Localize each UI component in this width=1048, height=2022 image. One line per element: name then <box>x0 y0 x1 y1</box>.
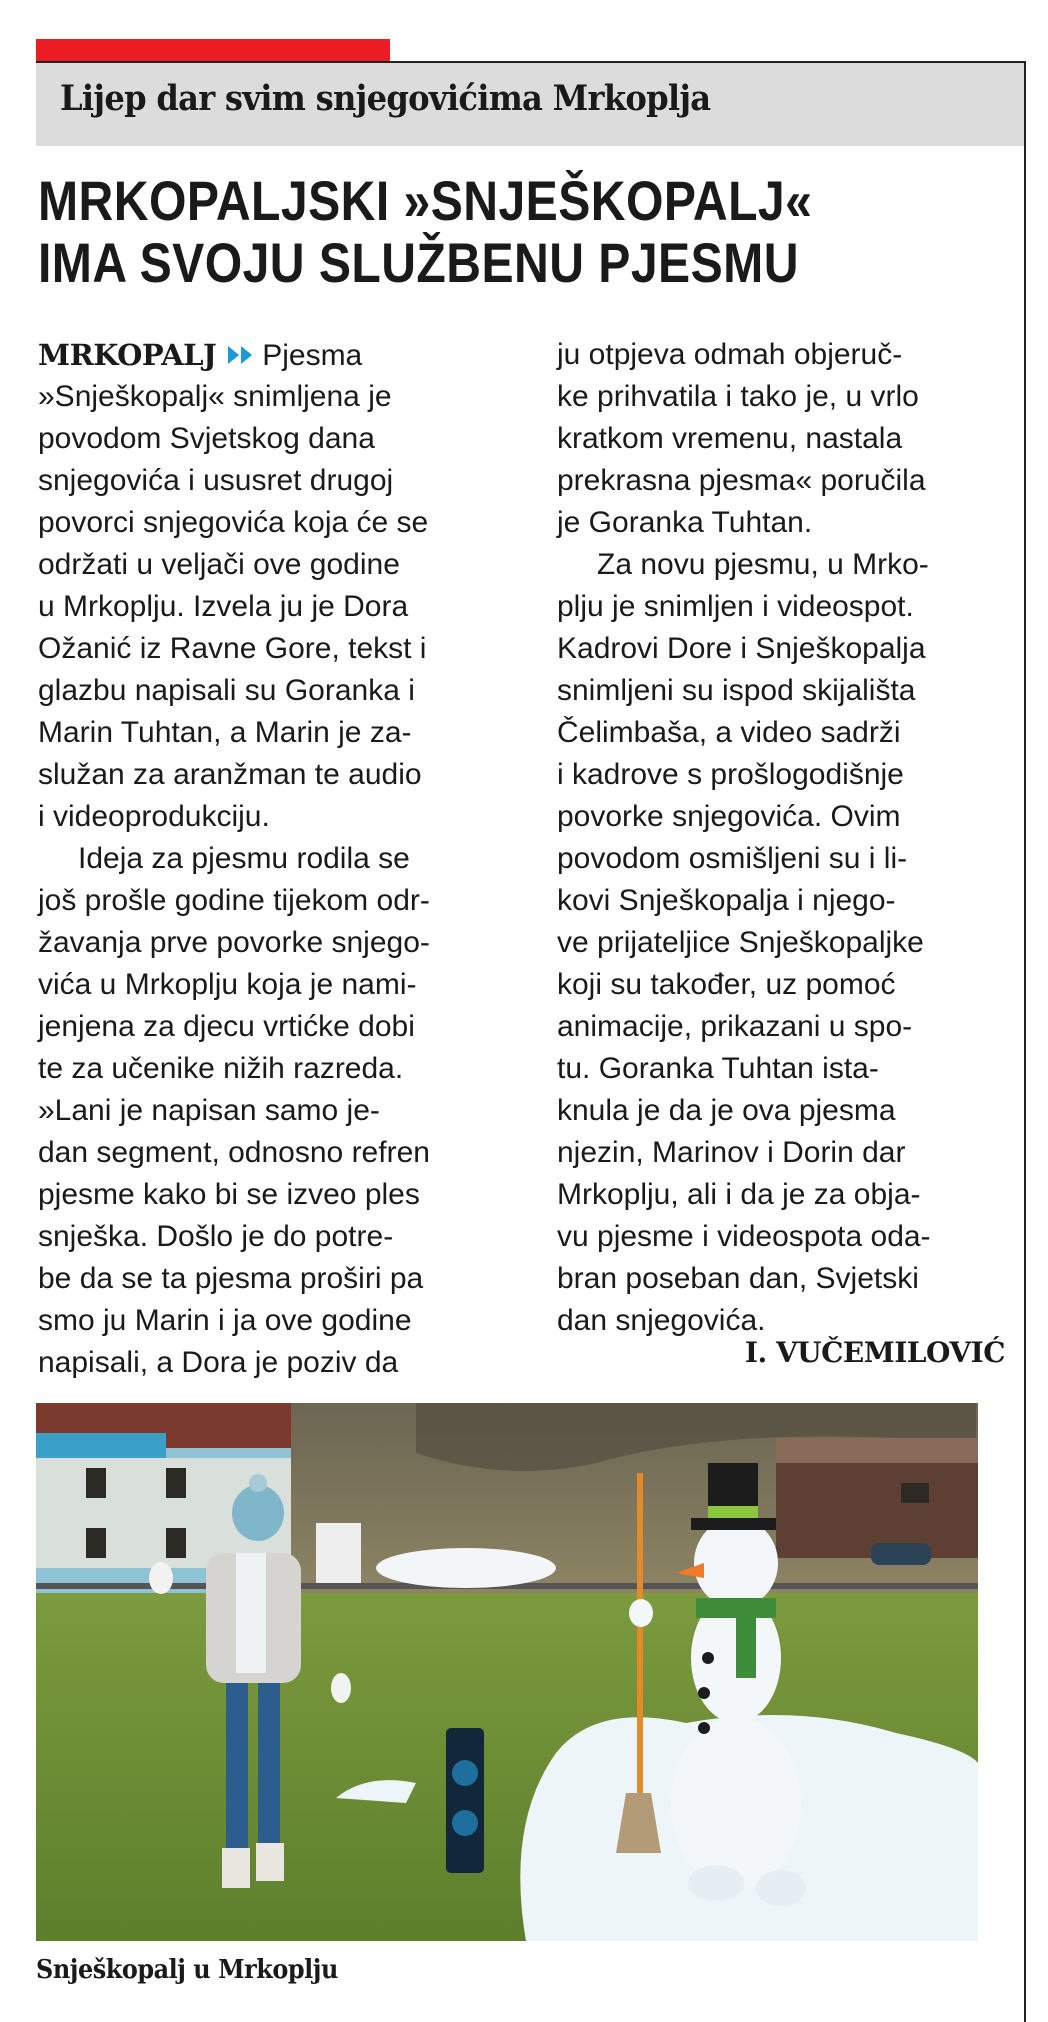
body-line: Za novu pjesmu, u Mrko- <box>597 548 929 581</box>
body-line: animacije, prikazani u spo- <box>557 1010 913 1043</box>
double-arrow-right-icon <box>228 346 254 364</box>
body-line: dan snjegovića. <box>557 1304 766 1337</box>
body-line: pjesme kako bi se izveo ples <box>38 1178 420 1211</box>
dateline: MRKOPALJ <box>38 338 217 372</box>
headline <box>38 170 812 294</box>
body-line: smo ju Marin i ja ove godine <box>38 1304 412 1337</box>
article-photo <box>36 1403 978 1941</box>
body-line: prekrasna pjesma« poručila <box>557 464 926 497</box>
photo-caption: Snješkopalj u Mrkoplju <box>36 1955 338 1985</box>
body-line: Ideja za pjesmu rodila se <box>78 842 410 875</box>
body-line: jenjena za djecu vrtićke dobi <box>38 1010 415 1043</box>
body-line: povodom Svjetskog dana <box>38 422 375 455</box>
body-line: knula je da je ova pjesma <box>557 1094 896 1127</box>
kicker-title: Lijep dar svim snjegovićima Mrkoplja <box>60 78 711 119</box>
body-line: je Goranka Tuhtan. <box>557 506 813 539</box>
article-column-right <box>557 334 1027 1342</box>
body-line: u Mrkoplju. Izvela ju je Dora <box>38 590 409 623</box>
body-line: »Snješkopalj« snimljena je <box>38 380 392 413</box>
body-line: Mrkoplju, ali i da je za obja- <box>557 1178 921 1211</box>
body-line: i videoprodukciju. <box>38 800 270 833</box>
body-line: povorci snjegovića koja će se <box>38 506 429 539</box>
body-line: ke prihvatila i tako je, u vrlo <box>557 380 919 413</box>
body-line: povorke snjegovića. Ovim <box>557 800 901 833</box>
body-line: koji su također, uz pomoć <box>557 968 896 1001</box>
body-line: snimljeni su ispod skijališta <box>557 674 916 707</box>
section-accent-bar <box>36 39 390 62</box>
body-line: »Lani je napisan samo je- <box>38 1094 380 1127</box>
body-line: bran poseban dan, Svjetski <box>557 1262 919 1295</box>
body-line: i kadrove s prošlogodišnje <box>557 758 904 791</box>
body-line: povodom osmišljeni su i li- <box>557 842 908 875</box>
body-line: održati u veljači ove godine <box>38 548 400 581</box>
byline: I. VUČEMILOVIĆ <box>744 1336 1005 1369</box>
body-line: te za učenike nižih razreda. <box>38 1052 404 1085</box>
body-line: njezin, Marinov i Dorin dar <box>557 1136 906 1169</box>
body-line: snješka. Došlo je do potre- <box>38 1220 394 1253</box>
body-line: Ožanić iz Ravne Gore, tekst i <box>38 632 427 665</box>
article-column-left <box>38 334 508 1384</box>
body-line: tu. Goranka Tuhtan ista- <box>557 1052 879 1085</box>
photo-illustration <box>36 1403 978 1941</box>
body-line: Kadrovi Dore i Snješkopalja <box>557 632 926 665</box>
body-line: Marin Tuhtan, a Marin je za- <box>38 716 412 749</box>
body-line: plju je snimljen i videospot. <box>557 590 914 623</box>
body-line: snjegovića i ususret drugoj <box>38 464 394 497</box>
body-line: žavanja prve povorke snjego- <box>38 926 430 959</box>
body-line: služan za aranžman te audio <box>38 758 422 791</box>
headline-line-2: IMA SVOJU SLUŽBENU PJESMU <box>38 231 799 294</box>
body-line: vu pjesme i videospota oda- <box>557 1220 931 1253</box>
body-line: be da se ta pjesma proširi pa <box>38 1262 424 1295</box>
body-line: kovi Snješkopalja i njego- <box>557 884 896 917</box>
body-line: MRKOPALJ Pjesma <box>38 338 363 372</box>
body-line: Čelimbaša, a video sadrži <box>557 716 901 749</box>
body-line: ve prijateljice Snješkopaljke <box>557 926 924 959</box>
body-line: dan segment, odnosno refren <box>38 1136 430 1169</box>
headline-line-1: MRKOPALJSKI »SNJEŠKOPALJ« <box>38 169 813 232</box>
body-line: još prošle godine tijekom odr- <box>38 884 430 917</box>
body-line: kratkom vremenu, nastala <box>557 422 903 455</box>
body-line: napisali, a Dora je poziv da <box>38 1346 399 1379</box>
body-line: vića u Mrkoplju koja je nami- <box>38 968 417 1001</box>
body-line: ju otpjeva odmah objeruč- <box>557 338 903 371</box>
body-line: glazbu napisali su Goranka i <box>38 674 415 707</box>
